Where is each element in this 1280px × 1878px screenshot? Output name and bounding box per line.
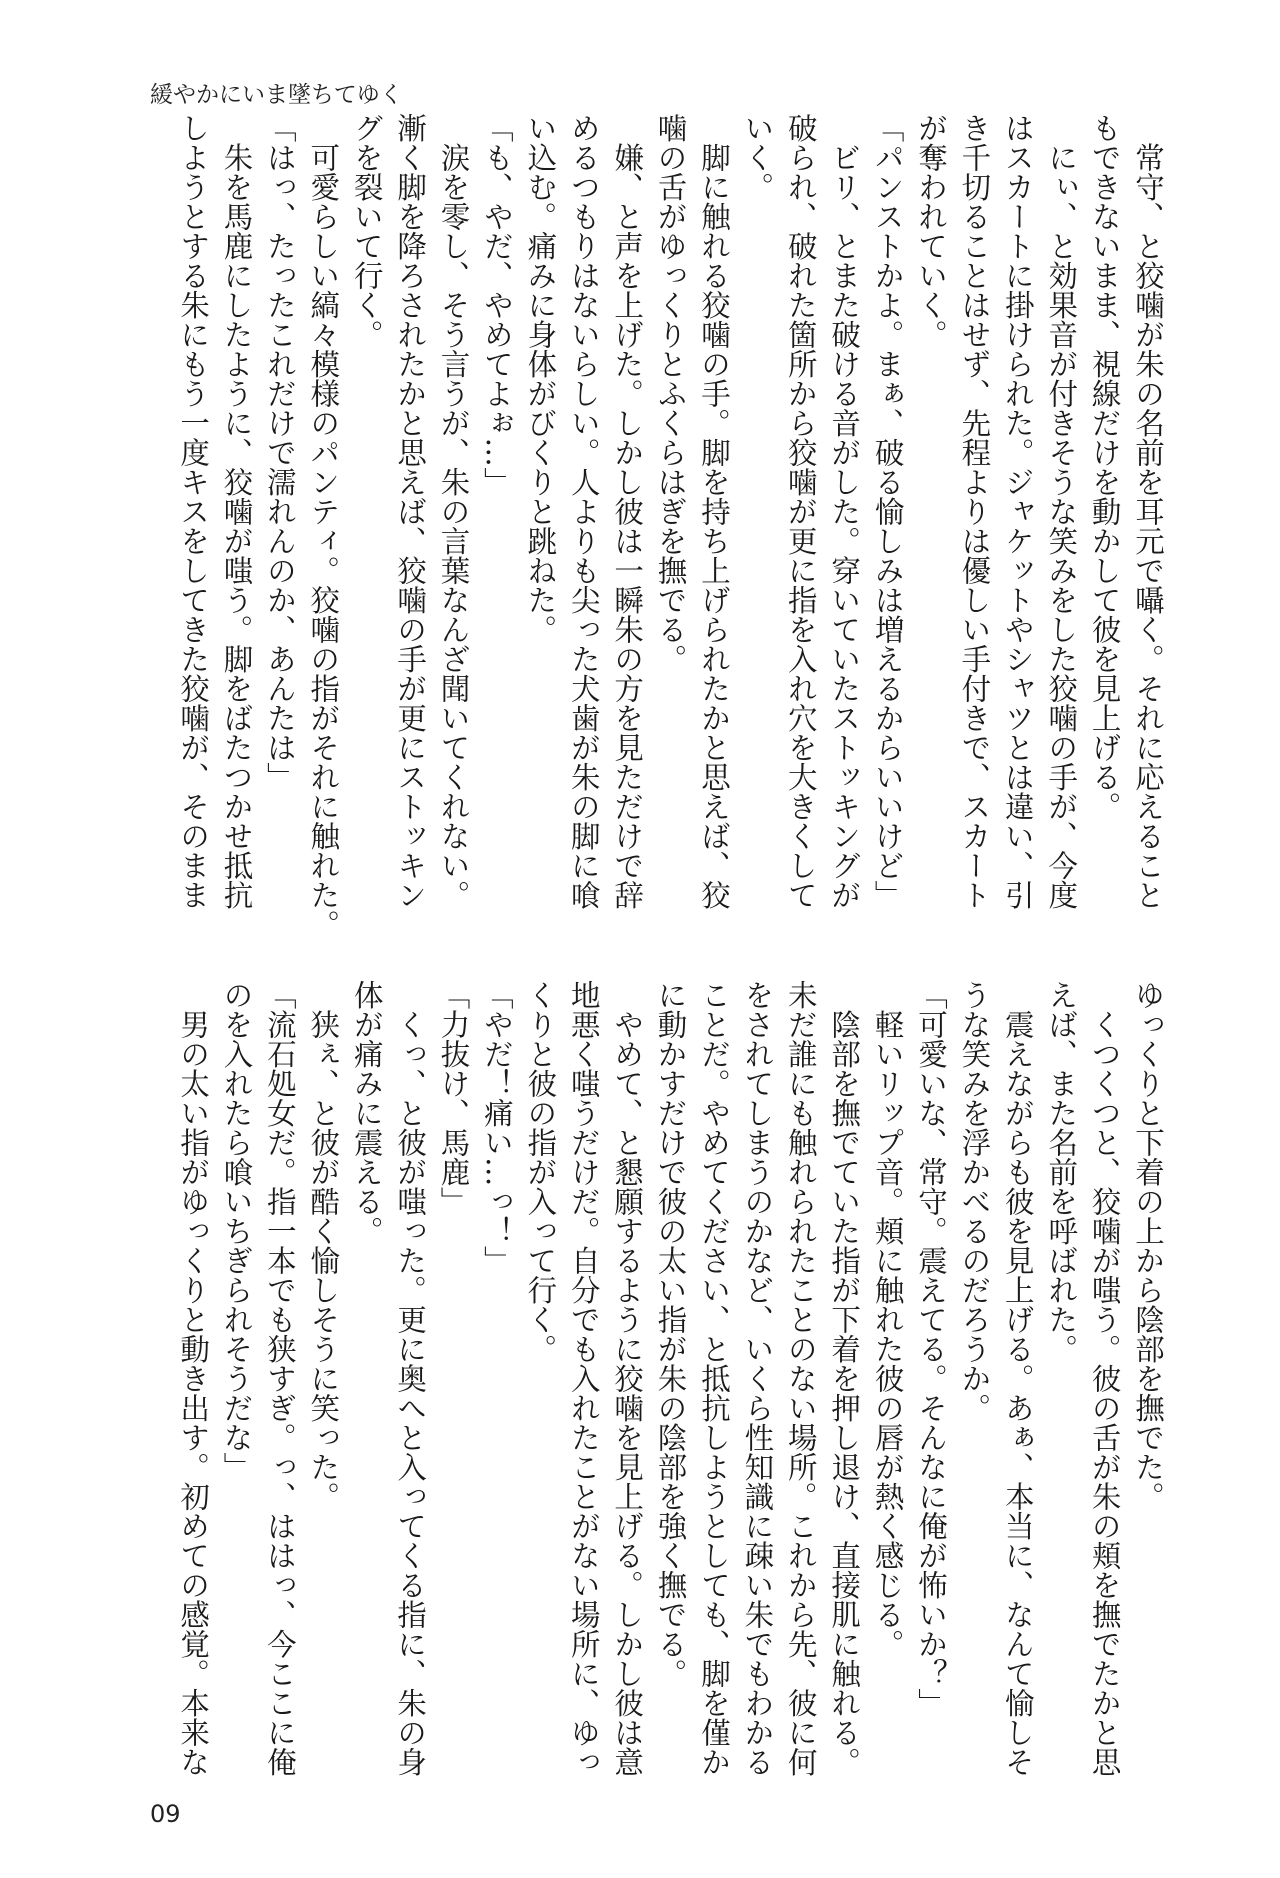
text-line: もできないまま、視線だけを動かして彼を見上げる。 [1087, 113, 1122, 821]
running-header: 緩やかにいま墜ちてゆく [150, 82, 403, 108]
text-line: 可愛らしい縞々模様のパンティ。狡噛の指がそれに触れた。 [306, 113, 341, 939]
text-line: いく。 [740, 113, 775, 202]
text-line: くつくつと、狡噛が嗤う。彼の舌が朱の頬を撫でたかと思 [1087, 980, 1122, 1777]
text-line: 漸く脚を降ろされたかと思えば、狡噛の手が更にストッキン [393, 113, 428, 910]
text-line: をされてしまうのかなど、いくら性知識に疎い朱でもわかる [740, 980, 775, 1777]
text-line: に動かすだけで彼の太い指が朱の陰部を強く撫でる。 [653, 980, 688, 1688]
lower-text-block [171, 980, 1169, 1780]
text-line: 嫌、と声を上げた。しかし彼は一瞬朱の方を見ただけで辞 [610, 113, 645, 910]
text-line: 男の太い指がゆっくりと動き出す。初めての感覚。本来な [176, 980, 211, 1777]
text-line: のを入れたら喰いちぎられそうだな」 [219, 980, 254, 1482]
text-line: が奪われていく。 [913, 113, 948, 349]
text-line: 脚に触れる狡噛の手。脚を持ち上げられたかと思えば、狡 [696, 113, 731, 910]
text-line: 地悪く嗤うだけだ。自分でも入れたことがない場所に、ゆっ [566, 980, 601, 1777]
text-line: 陰部を撫でていた指が下着を押し退け、直接肌に触れる。 [827, 980, 862, 1777]
text-line: うな笑みを浮かべるのだろうか。 [957, 980, 992, 1423]
text-line: やめて、と懇願するように狡噛を見上げる。しかし彼は意 [610, 980, 645, 1777]
text-line: しようとする朱にもう一度キスをしてきた狡噛が、そのまま [176, 113, 211, 910]
text-line: にぃ、と効果音が付きそうな笑みをした狡噛の手が、今度 [1044, 113, 1079, 910]
text-line: い込む。痛みに身体がびくりと跳ねた。 [523, 113, 558, 644]
text-line: くっ、と彼が嗤った。更に奥へと入ってくる指に、朱の身 [393, 980, 428, 1777]
text-line: はスカートに掛けられた。ジャケットやシャツとは違い、引 [1000, 113, 1035, 910]
text-line: 「力抜け、馬鹿」 [436, 980, 471, 1216]
text-line: ゆっくりと下着の上から陰部を撫でた。 [1131, 980, 1165, 1511]
text-line: 震えながらも彼を見上げる。あぁ、本当に、なんて愉しそ [1000, 980, 1035, 1777]
text-line: 「パンストかよ。まぁ、破る愉しみは増えるからいいけど」 [870, 113, 905, 910]
text-line: き千切ることはせず、先程よりは優しい手付きで、スカート [957, 113, 992, 910]
text-line: 「やだ！痛い…っ！」 [479, 980, 514, 1275]
text-line: 噛の舌がゆっくりとふくらはぎを撫でる。 [653, 113, 688, 674]
text-line: 「流石処女だ。指一本でも狭すぎ。っ、ははっ、今ここに俺 [262, 980, 297, 1777]
page-number: 09 [150, 1800, 181, 1828]
text-line: くりと彼の指が入って行く。 [523, 980, 558, 1364]
text-line: 常守、と狡噛が朱の名前を耳元で囁く。それに応えること [1131, 113, 1165, 910]
text-line: 「はっ、たったこれだけで濡れんのか、あんたは」 [262, 113, 297, 792]
text-line: 「も、やだ、やめてよぉ…」 [479, 113, 514, 497]
upper-text-block [171, 113, 1169, 939]
text-line: ビリ、とまた破ける音がした。穿いていたストッキングが [827, 113, 862, 910]
text-line: グを裂いて行く。 [349, 113, 384, 349]
text-line: 「可愛いな、常守。震えてる。そんなに俺が怖いか？」 [913, 980, 948, 1718]
text-line: めるつもりはないらしい。人よりも尖った犬歯が朱の脚に喰 [566, 113, 601, 910]
text-line: えば、また名前を呼ばれた。 [1044, 980, 1079, 1364]
text-line: 涙を零し、そう言うが、朱の言葉なんざ聞いてくれない。 [436, 113, 471, 910]
text-line: 狭ぇ、と彼が酷く愉しそうに笑った。 [306, 980, 341, 1511]
text-line: 未だ誰にも触れられたことのない場所。これから先、彼に何 [783, 980, 818, 1777]
text-line: 軽いリップ音。頬に触れた彼の唇が熱く感じる。 [870, 980, 905, 1659]
text-line: 体が痛みに震える。 [349, 980, 384, 1246]
text-line: ことだ。やめてください、と抵抗しようとしても、脚を僅か [696, 980, 731, 1777]
text-line: 朱を馬鹿にしたように、狡噛が嗤う。脚をばたつかせ抵抗 [219, 113, 254, 910]
text-line: 破られ、破れた箇所から狡噛が更に指を入れ穴を大きくして [783, 113, 818, 910]
